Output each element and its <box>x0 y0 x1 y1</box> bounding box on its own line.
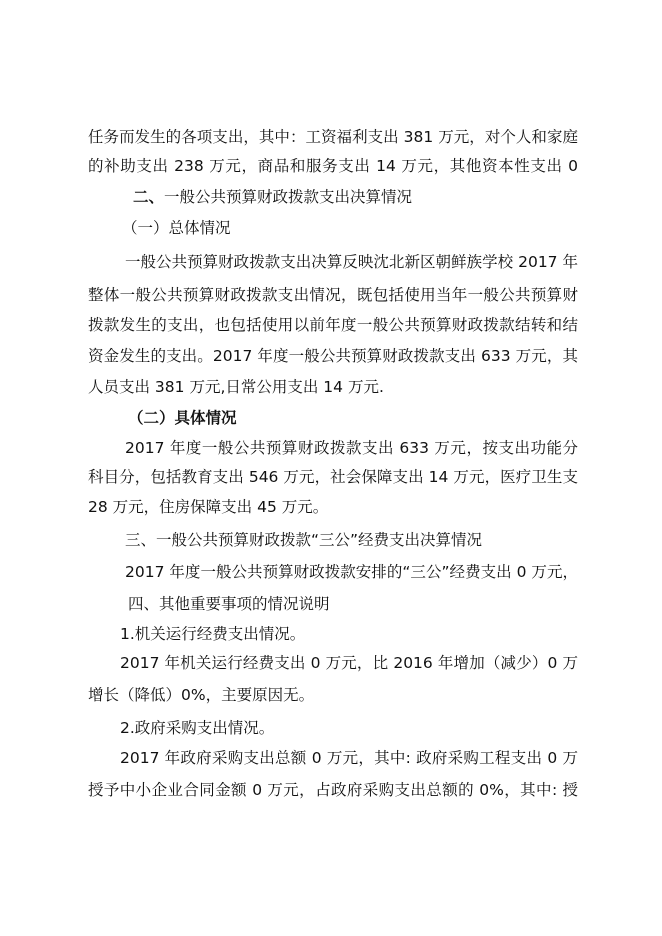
section-heading-4: 四、其他重要事项的情况说明 <box>128 595 330 613</box>
subheading-overall: （一）总体情况 <box>122 219 231 237</box>
body-text-line: 增长（降低）0%，主要原因无。 <box>88 686 315 704</box>
body-text-line: 的补助支出 238 万元，商品和服务支出 14 万元，其他资本性支出 0 <box>88 157 578 175</box>
body-text-line: 2017 年度一般公共预算财政拨款安排的“三公”经费支出 0 万元， <box>125 563 578 581</box>
subheading-specific: （二）具体情况 <box>128 409 237 427</box>
body-text-line: 人员支出 381 万元,日常公用支出 14 万元. <box>88 378 384 396</box>
body-text-line: 整体一般公共预算财政拨款支出情况，既包括使用当年一般公共预算财 <box>88 286 578 304</box>
body-text-line: 拨款发生的支出，也包括使用以前年度一般公共预算财政拨款结转和结 <box>88 316 578 334</box>
body-text-line: 授予中小企业合同金额 0 万元，占政府采购支出总额的 0%，其中: 授 <box>88 781 578 799</box>
body-text-line: 2017 年机关运行经费支出 0 万元，比 2016 年增加（减少）0 万 <box>120 654 578 672</box>
body-text-line: 2017 年度一般公共预算财政拨款支出 633 万元，按支出功能分 <box>125 439 578 457</box>
heading-number: 二、 <box>133 188 165 206</box>
body-text-line: 一般公共预算财政拨款支出决算反映沈北新区朝鲜族学校 2017 年 <box>125 253 578 271</box>
section-heading-2 <box>133 187 412 207</box>
subheading-2: 2.政府采购支出情况。 <box>120 719 275 737</box>
section-heading-3: 三、一般公共预算财政拨款“三公”经费支出决算情况 <box>125 531 483 549</box>
body-text-line: 科目分，包括教育支出 546 万元，社会保障支出 14 万元，医疗卫生支 <box>88 468 578 486</box>
heading-text: 一般公共预算财政拨款支出决算情况 <box>164 188 413 206</box>
body-text-line: 2017 年政府采购支出总额 0 万元，其中: 政府采购工程支出 0 万 <box>120 749 578 767</box>
subheading-1: 1.机关运行经费支出情况。 <box>120 625 306 643</box>
body-text-line: 28 万元，住房保障支出 45 万元。 <box>88 498 329 516</box>
body-text-line: 任务而发生的各项支出，其中：工资福利支出 381 万元，对个人和家庭 <box>88 128 578 146</box>
body-text-line: 资金发生的支出。2017 年度一般公共预算财政拨款支出 633 万元，其 <box>88 347 578 365</box>
